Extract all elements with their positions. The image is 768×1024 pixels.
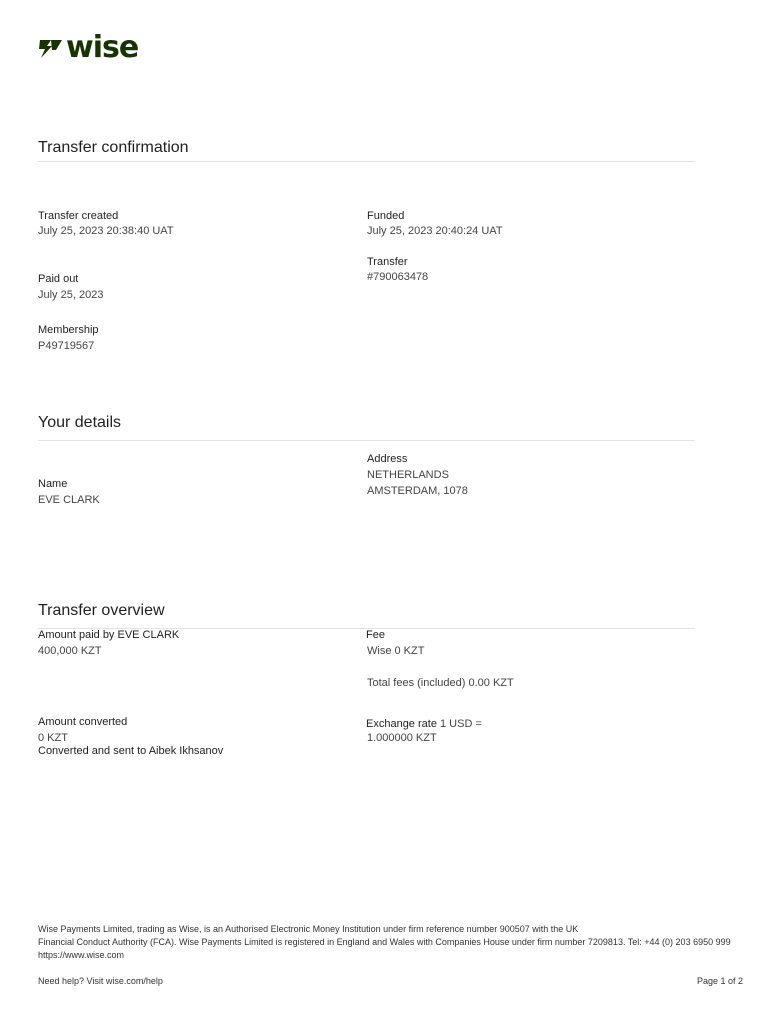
amount-paid-label: Amount paid by EVE CLARK bbox=[38, 629, 180, 641]
legal-line-2: Financial Conduct Authority (FCA). Wise Payments Limited is registered in England and Wales with Companies House under firm number 7209813. Tel: +44 (0) 203 6950 999 bbox=[38, 937, 731, 947]
transfer-created-label: Transfer created bbox=[38, 210, 119, 222]
funded-value: July 25, 2023 20:40:24 UAT bbox=[367, 225, 503, 237]
membership-label: Membership bbox=[38, 324, 99, 336]
amount-paid-value: 400,000 KZT bbox=[38, 645, 102, 657]
transfer-created-value: July 25, 2023 20:38:40 UAT bbox=[38, 225, 174, 237]
paid-out-value: July 25, 2023 bbox=[38, 289, 104, 301]
confirmation-divider bbox=[38, 161, 695, 162]
details-title: Your details bbox=[38, 414, 122, 431]
fee-label: Fee bbox=[366, 629, 385, 641]
name-label: Name bbox=[38, 478, 68, 490]
exchange-rate-row bbox=[366, 718, 482, 730]
details-divider bbox=[38, 440, 695, 441]
amount-converted-label: Amount converted bbox=[38, 716, 128, 728]
exchange-rate-value: 1.000000 KZT bbox=[367, 732, 437, 744]
fee-value: Wise 0 KZT bbox=[367, 645, 425, 657]
exchange-rate-label: Exchange rate bbox=[366, 718, 437, 730]
address-label: Address bbox=[367, 453, 408, 465]
overview-title: Transfer overview bbox=[38, 602, 165, 619]
name-value: EVE CLARK bbox=[38, 494, 100, 506]
converted-note: Converted and sent to Aibek Ikhsanov bbox=[38, 745, 224, 757]
page-number: Page 1 of 2 bbox=[696, 976, 743, 986]
legal-footer bbox=[38, 923, 738, 962]
address-line-1: NETHERLANDS bbox=[367, 469, 449, 481]
confirmation-title: Transfer confirmation bbox=[38, 139, 189, 156]
brand-name: wise bbox=[66, 30, 139, 65]
amount-converted-value: 0 KZT bbox=[38, 732, 68, 744]
legal-line-3: https://www.wise.com bbox=[38, 950, 125, 960]
exchange-rate-inline: 1 USD = bbox=[440, 718, 482, 730]
paid-out-label: Paid out bbox=[38, 273, 79, 285]
total-fees: Total fees (included) 0.00 KZT bbox=[367, 677, 514, 689]
legal-line-1: Wise Payments Limited, trading as Wise, is an Authorised Electronic Money Institution under firm reference number 900507 with the UK bbox=[38, 924, 579, 934]
wise-logo bbox=[38, 30, 138, 66]
funded-label: Funded bbox=[367, 210, 405, 222]
membership-value: P49719567 bbox=[38, 340, 95, 352]
transfer-id-label: Transfer bbox=[367, 256, 408, 268]
address-line-2: AMSTERDAM, 1078 bbox=[367, 485, 468, 497]
help-link[interactable]: Need help? Visit wise.com/help bbox=[38, 976, 163, 986]
transfer-id-value: #790063478 bbox=[367, 271, 429, 283]
wise-flag-icon bbox=[38, 36, 64, 60]
